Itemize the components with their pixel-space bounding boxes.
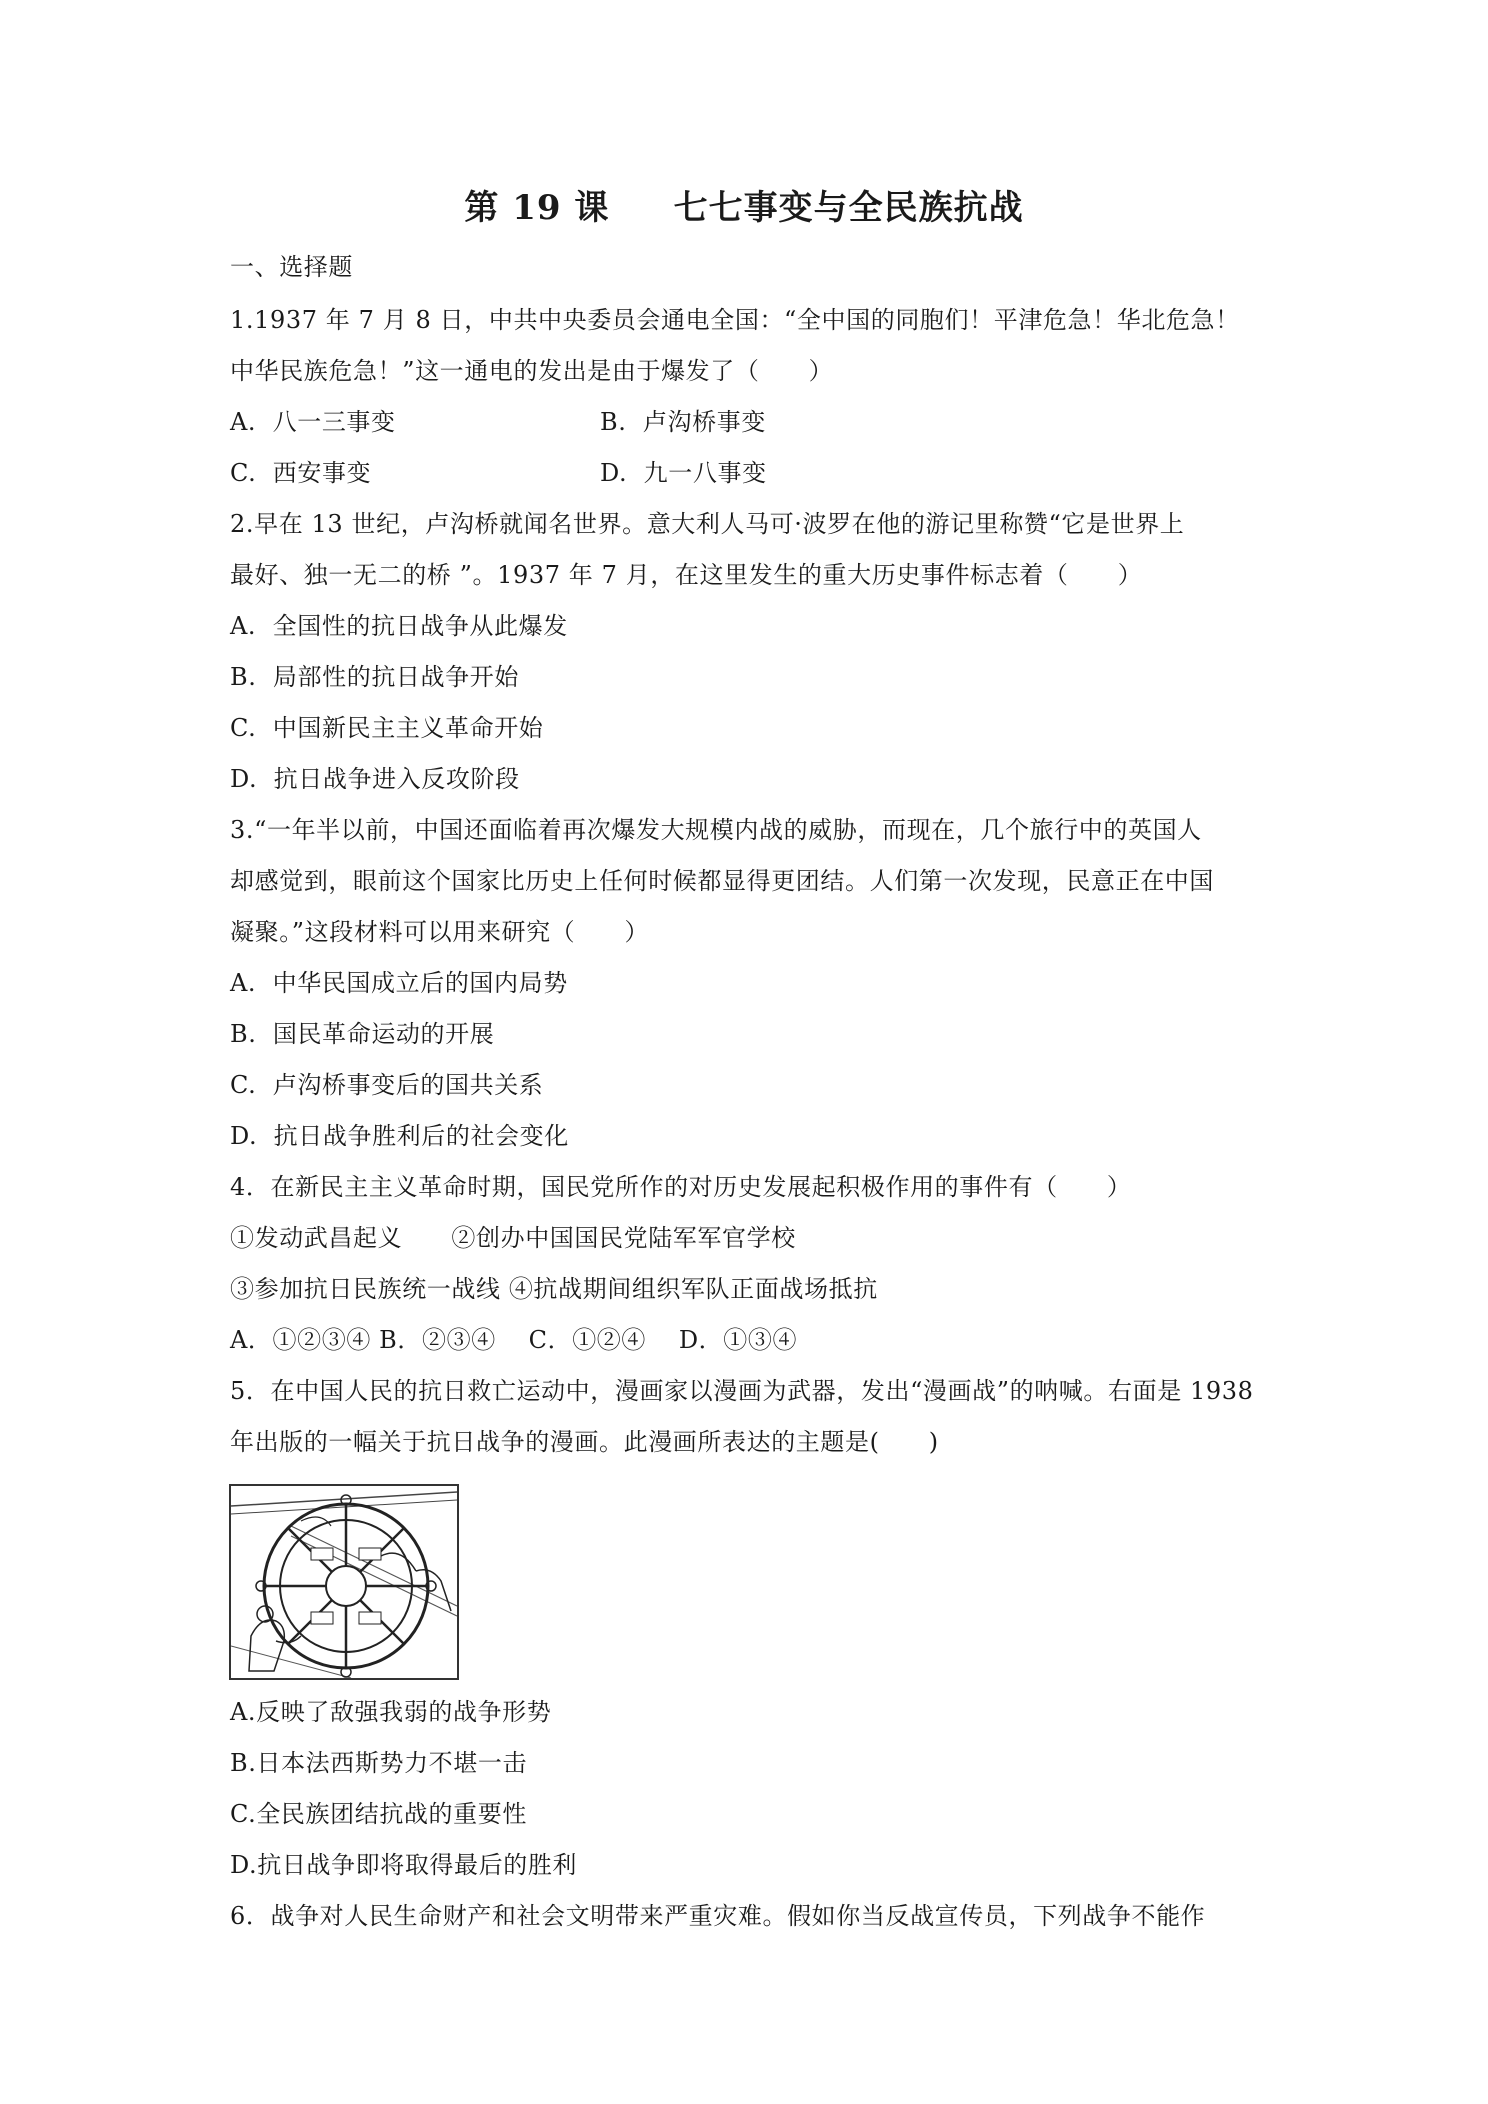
question-5-option-b: B.日本法西斯势力不堪一击 [230,1749,528,1777]
page-title: 第 19 课 七七事变与全民族抗战 [464,188,1024,228]
question-3-option-b: B. 国民革命运动的开展 [230,1020,495,1048]
question-3-text-cont-1: 却感觉到，眼前这个国家比历史上任何时候都显得更团结。人们第一次发现，民意正在中国 [230,867,1214,895]
question-2-option-a: A. 全国性的抗日战争从此爆发 [230,612,568,640]
question-1-option-a: A. 八一三事变 [230,408,396,436]
question-5-option-a: A.反映了敌强我弱的战争形势 [230,1698,552,1726]
question-2-option-c: C. 中国新民主主义革命开始 [230,714,544,742]
ship-wheel-cartoon-illustration [231,1486,457,1678]
section-heading: 一、选择题 [230,253,353,281]
question-4-text: 4．在新民主主义革命时期，国民党所作的对历史发展起积极作用的事件有（ ） [230,1173,1132,1201]
question-1-option-c: C. 西安事变 [230,459,372,487]
question-5-option-d: D.抗日战争即将取得最后的胜利 [230,1851,578,1879]
question-2-option-b: B. 局部性的抗日战争开始 [230,663,519,691]
question-2-text: 2.早在 13 世纪，卢沟桥就闻名世界。意大利人马可·波罗在他的游记里称赞“它是世界上 [230,510,1185,538]
question-6-text: 6．战争对人民生命财产和社会文明带来严重灾难。假如你当反战宣传员，下列战争不能作 [230,1902,1206,1930]
question-5-text-cont: 年出版的一幅关于抗日战争的漫画。此漫画所表达的主题是( ) [230,1428,939,1456]
question-3-text: 3.“一年半以前，中国还面临着再次爆发大规模内战的威胁，而现在，几个旅行中的英国人 [230,816,1202,844]
question-3-text-cont-2: 凝聚。”这段材料可以用来研究（ ） [230,918,650,946]
question-3-option-a: A. 中华民国成立后的国内局势 [230,969,568,997]
question-2-text-cont: 最好、独一无二的桥 ”。1937 年 7 月，在这里发生的重大历史事件标志着（ ） [230,561,1143,589]
question-5-option-c: C.全民族团结抗战的重要性 [230,1800,527,1828]
question-4-options: A．①②③④ B．②③④ C．①②④ D．①③④ [230,1326,798,1354]
cartoon-image [229,1484,459,1680]
question-1-option-b: B. 卢沟桥事变 [600,408,766,436]
question-2-option-d: D. 抗日战争进入反攻阶段 [230,765,520,793]
question-1-text-cont: 中华民族危急！”这一通电的发出是由于爆发了（ ） [230,357,834,385]
question-1-text: 1.1937 年 7 月 8 日，中共中央委员会通电全国：“全中国的同胞们！平津危急！华北危急！ [230,306,1240,334]
question-5-text: 5．在中国人民的抗日救亡运动中，漫画家以漫画为武器，发出“漫画战”的呐喊。右面是 1938 [230,1377,1254,1405]
question-4-items-1: ①发动武昌起义 ②创办中国国民党陆军军官学校 [230,1224,796,1252]
question-3-option-c: C. 卢沟桥事变后的国共关系 [230,1071,544,1099]
question-1-option-d: D. 九一八事变 [600,459,767,487]
question-4-items-2: ③参加抗日民族统一战线 ④抗战期间组织军队正面战场抵抗 [230,1275,878,1303]
question-3-option-d: D. 抗日战争胜利后的社会变化 [230,1122,569,1150]
